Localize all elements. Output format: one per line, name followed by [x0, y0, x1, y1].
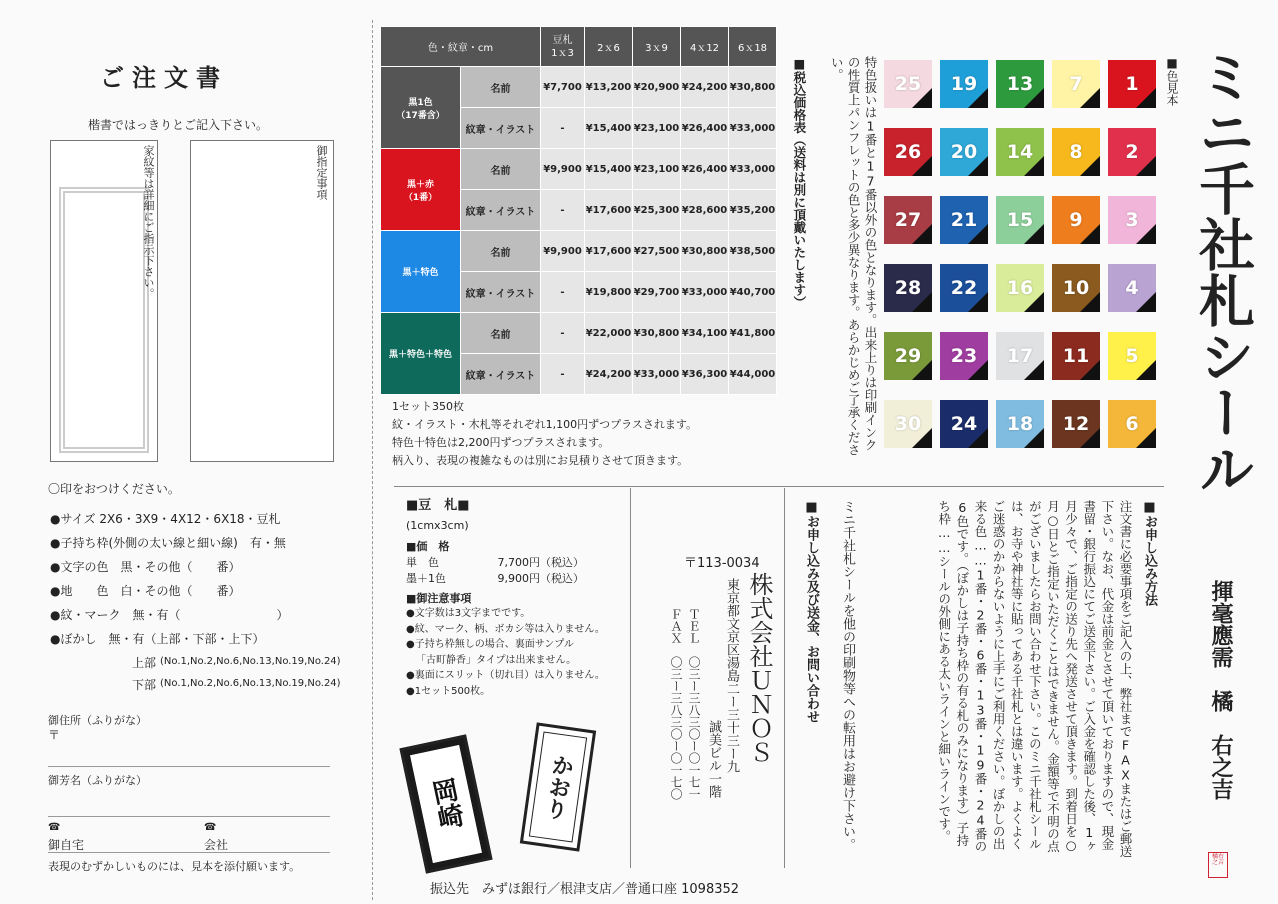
swatch-number: 26 [894, 141, 922, 163]
color-category-cell: 黒1色 （17番含） [381, 67, 461, 149]
mame-size: (1cmx3cm) [406, 519, 469, 532]
option-frame[interactable]: ●子持ち枠(外側の太い線と細い線) 有・無 [50, 536, 286, 550]
color-swatch [884, 332, 932, 380]
mame-price-row [406, 554, 584, 570]
option-text-color[interactable]: ●文字の色 黒・その他（ 番） [50, 560, 241, 574]
color-category-cell: 黒＋赤 （1番） [381, 149, 461, 231]
office-phone-label: 会社 [204, 838, 229, 852]
mame-plus-price: 9,900円（税込） [497, 572, 584, 585]
color-swatch [1052, 196, 1100, 244]
color-swatch [996, 196, 1044, 244]
color-swatch [1108, 332, 1156, 380]
swatch-number: 30 [894, 413, 922, 435]
color-swatch [884, 400, 932, 448]
price-cell: ¥30,800 [633, 313, 681, 354]
tag-text: かおり [529, 731, 587, 842]
swatch-number: 21 [950, 209, 978, 231]
color-swatch [884, 128, 932, 176]
swatch-label: ■色見本 [1165, 56, 1179, 106]
price-cell: ¥17,600 [585, 231, 633, 272]
spec-label: 御指定事項 [315, 145, 328, 200]
mame-single-price: 7,700円（税込） [497, 556, 584, 569]
price-note: 柄入り、表現の複雑なものは別にお見積りさせて頂きます。 [392, 454, 689, 467]
option-bg-color[interactable]: ●地 色 白・その他（ 番） [50, 584, 241, 598]
price-cell: ¥24,200 [585, 354, 633, 395]
price-cell: ¥15,400 [585, 108, 633, 149]
table-header-cell: 色・紋章・cm [381, 27, 541, 67]
company-name: 株式会社ＵＮＯＳ [745, 572, 773, 764]
tag-text: 岡崎 [410, 745, 482, 863]
swatch-corner [1080, 156, 1100, 176]
phone-icon-office: ☎ [204, 822, 217, 833]
price-cell: ¥19,800 [585, 272, 633, 313]
table-header-row [381, 27, 777, 67]
color-swatch [996, 60, 1044, 108]
price-cell: - [541, 108, 585, 149]
crest-box[interactable] [50, 140, 158, 462]
color-swatch [1108, 400, 1156, 448]
price-cell: ¥20,900 [633, 67, 681, 108]
postal-mark: 〒 [48, 728, 61, 742]
color-swatch [884, 264, 932, 312]
type-cell: 紋章・イラスト [461, 354, 541, 395]
table-row [381, 149, 777, 190]
option-gradation[interactable]: ●ぼかし 無・有（上部・下部・上下） [50, 632, 265, 646]
swatch-number: 29 [894, 345, 922, 367]
color-category-cell: 黒＋特色 [381, 231, 461, 313]
color-category-cell: 黒＋特色＋特色 [381, 313, 461, 395]
swatch-number: 18 [1006, 413, 1034, 435]
bottom-note: 表現のむずかしいものには、見本を添付願います。 [48, 860, 301, 873]
color-swatch [940, 400, 988, 448]
mame-section [406, 494, 628, 699]
color-swatch [940, 332, 988, 380]
swatch-number: 12 [1062, 413, 1090, 435]
price-cell: ¥35,200 [729, 190, 777, 231]
mame-cautions [406, 606, 628, 699]
swatch-number: 3 [1125, 209, 1139, 231]
price-cell: ¥41,800 [729, 313, 777, 354]
mame-caution-head: ■御注意事項 [406, 592, 472, 605]
home-phone-label: 御自宅 [48, 838, 85, 852]
color-swatch [996, 332, 1044, 380]
swatch-number: 22 [950, 277, 978, 299]
swatch-number: 25 [894, 73, 922, 95]
check-heading: 〇印をおつけください。 [48, 482, 180, 496]
method-text: 注文書に必要事項をご記入の上、弊社までFAXまたはご郵送下さい。なお、代金は前金とさせて頂いておりますので、現金書留・銀行振込にてご送金下さい。ご入金を確認した後、1ヶ月少々で、ご指定の送り先へ発送させて頂きます。到着日を○月○日とご指定いただくことはできません。金額等で不明の点がございましたらお問い合わせ下さい。このミニ千社札シールは、お寺や神社等に貼ってある千社札とは違います。よくよくご迷惑のかからないように上手にご利用ください。ぼかしの出来る色……1番・2番・6番・13番・19番・24番の6色です。（ぼかしは子持ち枠の有る札のみになります）子持ち枠……シールの外側にある太いラインと細いラインです。 [936, 500, 1133, 858]
address-field[interactable] [48, 766, 330, 767]
swatch-corner [1136, 224, 1156, 244]
price-cell: ¥17,600 [585, 190, 633, 231]
company-address: 東京都文京区湯島二ー三十三ー九 [724, 578, 739, 773]
section-divider [784, 488, 785, 868]
table-row [381, 231, 777, 272]
option-crest[interactable]: ●紋・マーク 無・有（ ） [50, 608, 289, 622]
price-cell: - [541, 313, 585, 354]
price-cell: ¥25,300 [633, 190, 681, 231]
swatch-number: 13 [1006, 73, 1034, 95]
table-header-cell: 2ｘ6 [585, 27, 633, 67]
swatch-number: 27 [894, 209, 922, 231]
mame-plus-label: 墨＋1色 [406, 572, 446, 585]
type-cell: 名前 [461, 313, 541, 354]
color-swatch [940, 60, 988, 108]
address-label: 御住所（ふりがな） [48, 714, 147, 727]
phone-icon: ☎ [48, 822, 61, 833]
type-cell: 紋章・イラスト [461, 190, 541, 231]
swatch-number: 23 [950, 345, 978, 367]
swatch-number: 28 [894, 277, 922, 299]
swatch-corner [1136, 156, 1156, 176]
postcode: 〒113-0034 [684, 556, 760, 571]
swatch-number: 5 [1125, 345, 1139, 367]
swatch-number: 10 [1062, 277, 1090, 299]
color-swatch [884, 196, 932, 244]
price-table [380, 26, 777, 395]
caution-item: ●子持ち枠無しの場合、裏面サンプル [406, 639, 574, 650]
color-swatch [1052, 60, 1100, 108]
price-cell: ¥24,200 [681, 67, 729, 108]
price-cell: ¥33,000 [729, 149, 777, 190]
big-title: ミニ千社札シール [1190, 48, 1256, 496]
price-cell: - [541, 190, 585, 231]
table-header-cell: 4ｘ12 [681, 27, 729, 67]
color-swatch-grid [884, 60, 1154, 464]
price-cell: ¥34,100 [681, 313, 729, 354]
name-field[interactable] [48, 816, 330, 817]
color-swatch [996, 400, 1044, 448]
swatch-corner [1136, 88, 1156, 108]
price-cell: ¥23,100 [633, 108, 681, 149]
caution-item: ●紋、マーク、柄、ボカシ等は入りません。 [406, 623, 605, 635]
type-cell: 名前 [461, 67, 541, 108]
price-cell: ¥9,900 [541, 231, 585, 272]
price-cell: ¥38,500 [729, 231, 777, 272]
form-title: ご注文書 [100, 64, 228, 92]
color-swatch [940, 196, 988, 244]
price-cell: ¥29,700 [633, 272, 681, 313]
swatch-number: 14 [1006, 141, 1034, 163]
table-header-cell: 豆札 1ｘ3 [541, 27, 585, 67]
price-cell: ¥30,800 [729, 67, 777, 108]
swatch-number: 8 [1069, 141, 1083, 163]
color-swatch [1052, 264, 1100, 312]
table-row [381, 67, 777, 108]
tax-label: ■税込価格表（送料は別に頂戴いたします） [791, 56, 807, 309]
caution-item: ●裏面にスリット（切れ目）は入りません。 [406, 670, 605, 681]
color-swatch [996, 264, 1044, 312]
apply-heading: ■お申し込み及び送金、お問い合わせ [804, 500, 819, 723]
caution-item: ●文字数は3文字までです。 [406, 608, 531, 619]
price-cell: ¥36,300 [681, 354, 729, 395]
table-header-cell: 6ｘ18 [729, 27, 777, 67]
caution-item: 「古町静香」タイプは出来ません。 [416, 654, 577, 666]
option-size[interactable]: ●サイズ 2X6・3X9・4X12・6X18・豆札 [50, 512, 281, 526]
price-cell: ¥15,400 [585, 149, 633, 190]
color-swatch [1052, 332, 1100, 380]
company-tel: ＴＥＬ 〇三ー三八三〇ー〇一七一 [687, 608, 701, 800]
swatch-number: 16 [1006, 277, 1034, 299]
calligrapher-credit: 揮毫應需 橘 右之吉 [1208, 580, 1234, 800]
color-swatch [996, 128, 1044, 176]
swatch-corner [1136, 292, 1156, 312]
seal-stamp: 橘右之吉 [1208, 852, 1228, 878]
bank-info: 振込先 みずほ銀行／根津支店／普通口座 1098352 [430, 882, 740, 897]
color-swatch [1108, 128, 1156, 176]
price-cell: ¥44,000 [729, 354, 777, 395]
type-cell: 名前 [461, 231, 541, 272]
swatch-number: 6 [1125, 413, 1139, 435]
type-cell: 紋章・イラスト [461, 108, 541, 149]
color-swatch [1052, 400, 1100, 448]
price-note: 1セット350枚 [392, 400, 464, 413]
crest-note: 家紋等は詳細にご指示下さい。 [142, 145, 155, 299]
section-rule [394, 486, 1164, 487]
apply-text: ミニ千社札シールを他の印刷物等への転用はお避け下さい。 [840, 500, 855, 851]
form-subtitle: 楷書ではっきりとご記入下さい。 [88, 118, 269, 132]
price-cell: ¥33,000 [633, 354, 681, 395]
price-cell: - [541, 272, 585, 313]
method-heading: ■お申し込み方法 [1142, 500, 1157, 606]
price-cell: ¥13,200 [585, 67, 633, 108]
price-cell: ¥27,500 [633, 231, 681, 272]
color-swatch [1108, 60, 1156, 108]
price-cell: ¥26,400 [681, 108, 729, 149]
phone-field[interactable] [48, 852, 330, 853]
cut-line [372, 20, 373, 900]
swatch-number: 19 [950, 73, 978, 95]
type-cell: 名前 [461, 149, 541, 190]
color-swatch [884, 60, 932, 108]
color-swatch [940, 128, 988, 176]
color-swatch [1108, 264, 1156, 312]
company-fax: ＦＡＸ 〇三ー三八三〇ー〇一七〇 [669, 608, 683, 800]
swatch-corner [1136, 428, 1156, 448]
swatch-number: 20 [950, 141, 978, 163]
price-cell: ¥40,700 [729, 272, 777, 313]
spec-box[interactable] [190, 140, 334, 462]
sample-tag-kaori [520, 722, 596, 851]
sample-tag-okazaki [399, 734, 492, 873]
swatch-number: 4 [1125, 277, 1139, 299]
mame-single-label: 単 色 [406, 556, 439, 569]
swatch-number: 9 [1069, 209, 1083, 231]
swatch-corner [1080, 88, 1100, 108]
table-header-cell: 3ｘ9 [633, 27, 681, 67]
price-cell: ¥26,400 [681, 149, 729, 190]
price-cell: ¥7,700 [541, 67, 585, 108]
swatch-number: 17 [1006, 345, 1034, 367]
company-building: 誠美ビル一階 [706, 720, 721, 798]
table-row [381, 313, 777, 354]
upper-nums: (No.1,No.2,No.6,No.13,No.19,No.24) [160, 656, 341, 667]
price-cell: ¥33,000 [729, 108, 777, 149]
price-cell: ¥30,800 [681, 231, 729, 272]
price-cell: - [541, 354, 585, 395]
price-cell: ¥23,100 [633, 149, 681, 190]
price-cell: ¥9,900 [541, 149, 585, 190]
swatch-number: 24 [950, 413, 978, 435]
lower-label: 下部 [132, 678, 157, 692]
color-swatch [940, 264, 988, 312]
price-note: 特色十特色は2,200円ずつプラスされます。 [392, 436, 610, 449]
section-divider [630, 488, 631, 868]
mame-title: ■豆 札■ [406, 498, 470, 513]
special-color-note: 特色扱いは1番と17番以外の色となります。出来上りは印刷インクの性質上パンフレットの色と多少異なります。あらかじめご了承ください。 [829, 56, 878, 456]
mame-price-row [406, 570, 584, 586]
color-swatch [1108, 196, 1156, 244]
price-cell: ¥22,000 [585, 313, 633, 354]
swatch-corner [1080, 224, 1100, 244]
upper-label: 上部 [132, 656, 157, 670]
swatch-corner [1136, 360, 1156, 380]
swatch-number: 7 [1069, 73, 1083, 95]
swatch-number: 11 [1062, 345, 1090, 367]
color-swatch [1052, 128, 1100, 176]
name-label: 御芳名（ふりがな） [48, 774, 147, 787]
swatch-number: 2 [1125, 141, 1139, 163]
price-note: 紋・イラスト・木札等それぞれ1,100円ずつプラスされます。 [392, 418, 697, 431]
crest-frame [59, 187, 149, 453]
caution-item: ●1セット500枚。 [406, 685, 491, 697]
mame-price-head: ■価 格 [406, 540, 450, 553]
type-cell: 紋章・イラスト [461, 272, 541, 313]
price-cell: ¥33,000 [681, 272, 729, 313]
swatch-number: 15 [1006, 209, 1034, 231]
price-cell: ¥28,600 [681, 190, 729, 231]
lower-nums: (No.1,No.2,No.6,No.13,No.19,No.24) [160, 678, 341, 689]
swatch-number: 1 [1125, 73, 1139, 95]
